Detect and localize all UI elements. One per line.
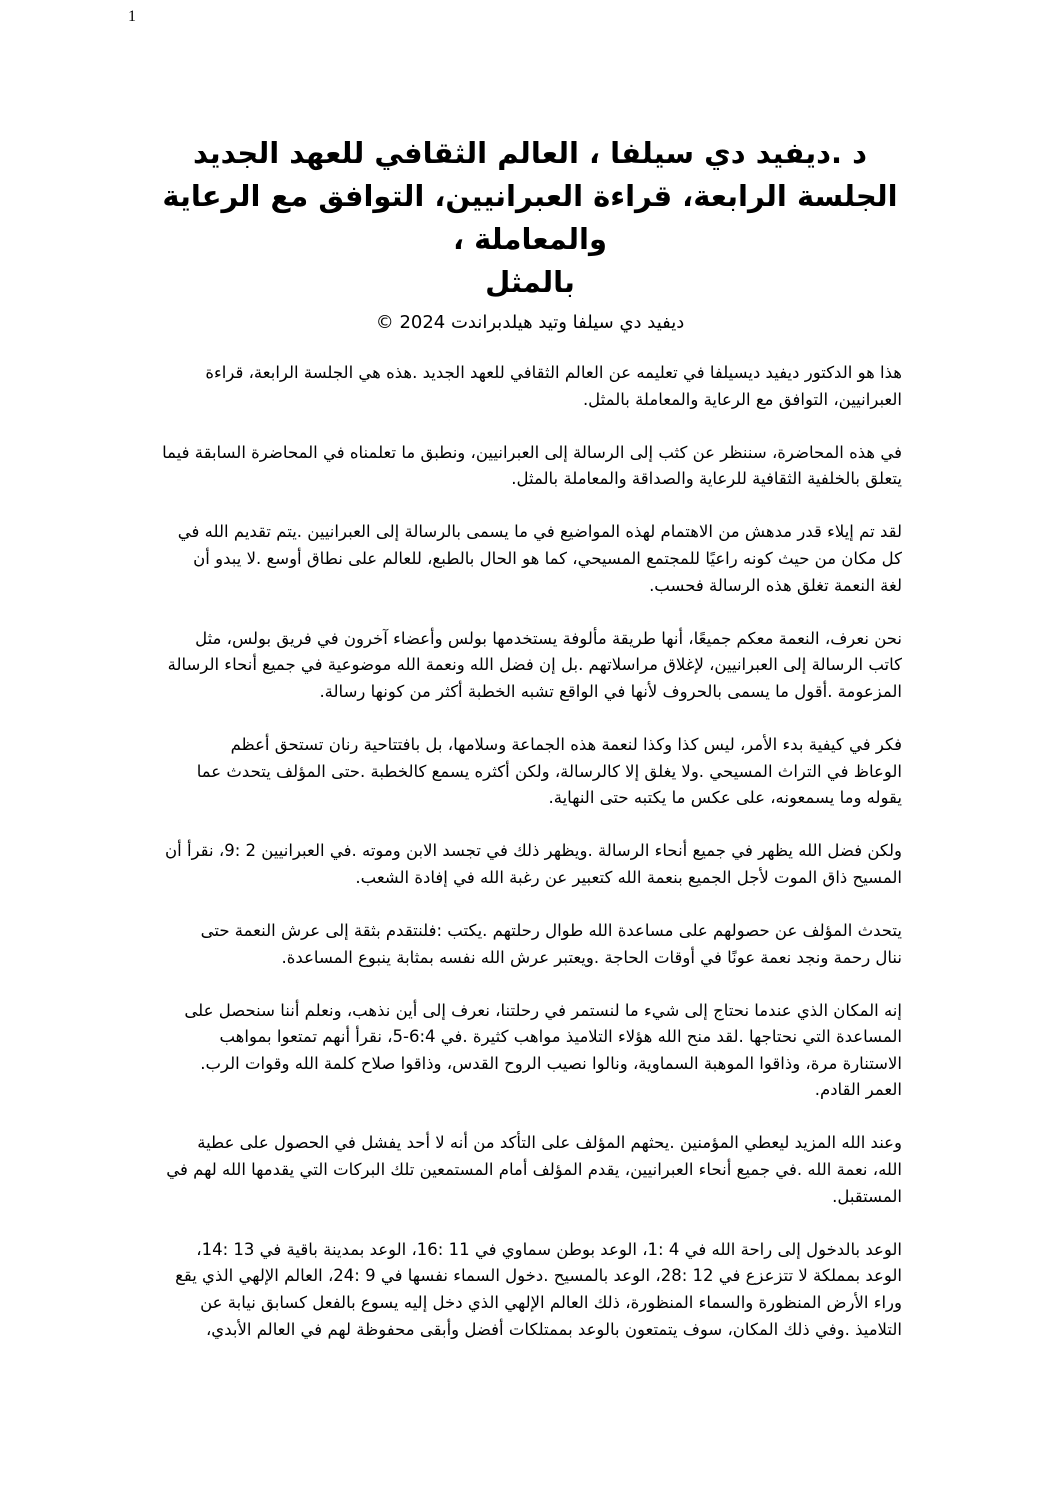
paragraph-line: الاستنارة مرة، وذاقوا الموهبة السماوية، ونالوا نصيب الروح القدس، وذاقوا صلاح كلمة الله وقوات الرب. (200, 1053, 902, 1073)
paragraph-line: لغة النعمة تغلق هذه الرسالة فحسب. (649, 575, 902, 595)
paragraph-line: إنه المكان الذي عندما نحتاج إلى شيء ما لنستمر في رحلتنا، نعرف إلى أين نذهب، ونعلم أننا سنحصل على (184, 1000, 902, 1020)
paragraph (150, 626, 902, 706)
paragraph (150, 838, 902, 891)
paragraph-line: المساعدة التي نحتاجها .لقد منح الله هؤلاء التلاميذ مواهب كثيرة .في 6:4-5، نقرأ أنهم تمتعوا بمواهب (219, 1027, 902, 1047)
paragraph-line: يقوله وما يسمعونه، على عكس ما يكتبه حتى النهاية. (548, 788, 902, 808)
paragraph (150, 918, 902, 971)
paragraph-line: الوعاظ في التراث المسيحي .ولا يغلق إلا كالرسالة، ولكن أكثره يسمع كالخطبة .حتى المؤلف يتحدث عما (196, 761, 902, 781)
title-line: الجلسة الرابعة، قراءة العبرانيين، التوافق مع الرعاية والمعاملة ، (162, 179, 898, 256)
paragraph-line: المسيح ذاق الموت لأجل الجميع بنعمة الله كتعبير عن رغبة الله في إفادة الشعب. (355, 867, 902, 887)
copyright-subtitle: ديفيد دي سيلفا وتيد هيلدبراندت 2024 © (375, 312, 685, 333)
document-title (120, 132, 940, 304)
paragraph-line: ولكن فضل الله يظهر في جميع أنحاء الرسالة .ويظهر ذلك في تجسد الابن وموته .في العبرانيين 2 :9، نقرأ أن (165, 841, 902, 861)
paragraph-line: في هذه المحاضرة، سننظر عن كثب إلى الرسالة إلى العبرانيين، ونطبق ما تعلمناه في المحاضرة السابقة فيما (162, 442, 902, 462)
paragraph (150, 1237, 902, 1343)
paragraph-line: وراء الأرض المنظورة والسماء المنظورة، ذلك العالم الإلهي الذي دخل إليه يسوع بالفعل كسابق نيابة عن (200, 1292, 902, 1312)
paragraph (150, 998, 902, 1104)
paragraph-line: كاتب الرسالة إلى العبرانيين، لإغلاق مراسلاتهم .بل إن فضل الله ونعمة الله موضوعية في جميع أنحاء الرسالة (167, 655, 902, 675)
paragraph (150, 732, 902, 812)
page-content (120, 0, 940, 1343)
paragraph-line: يتحدث المؤلف عن حصولهم على مساعدة الله طوال رحلتهم .يكتب :فلنتقدم بثقة إلى عرش النعمة حتى (200, 920, 902, 940)
paragraph-line: وعند الله المزيد ليعطي المؤمنين .يحثهم المؤلف على التأكد من أنه لا أحد يفشل في الحصول على عطية (197, 1133, 902, 1153)
paragraph-line: الوعد بالدخول إلى راحة الله في 4 :1، الوعد بوطن سماوي في 11 :16، الوعد بمدينة باقية في 13 :14، (196, 1239, 902, 1259)
paragraph (150, 519, 902, 599)
paragraph-line: التلاميذ .وفي ذلك المكان، سوف يتمتعون بالوعد بممتلكات أفضل وأبقى محفوظة لهم في العالم الأبدي، (205, 1319, 902, 1339)
paragraph-line: العبرانيين، التوافق مع الرعاية والمعاملة بالمثل. (582, 389, 902, 409)
title-line: بالمثل (485, 265, 575, 299)
paragraph-line: العمر القادم. (814, 1080, 902, 1100)
document-body (150, 360, 902, 1343)
paragraph-line: يتعلق بالخلفية الثقافية للرعاية والصداقة والمعاملة بالمثل. (511, 469, 902, 489)
paragraph (150, 360, 902, 413)
paragraph (150, 1130, 902, 1210)
paragraph-line: المزعومة .أقول ما يسمى بالحروف لأنها في الواقع تشبه الخطبة أكثر من كونها رسالة. (319, 681, 902, 701)
paragraph-line: كل مكان من حيث كونه راعيًا للمجتمع المسيحي، كما هو الحال بالطبع، للعالم على نطاق أوسع .لا يبدو أن (193, 548, 902, 568)
paragraph-line: لقد تم إيلاء قدر مدهش من الاهتمام لهذه المواضيع في ما يسمى بالرسالة إلى العبرانيين .يتم تقديم الله في (177, 522, 902, 542)
page-number: 1 (128, 8, 136, 25)
paragraph-line: الله، نعمة الله .في جميع أنحاء العبرانيين، يقدم المؤلف أمام المستمعين تلك البركات التي يقدمها الله لهم في (166, 1160, 902, 1180)
paragraph-line: نحن نعرف، النعمة معكم جميعًا، أنها طريقة مألوفة يستخدمها بولس وأعضاء آخرون في فريق بولس، مثل (195, 628, 902, 648)
paragraph-line: المستقبل. (832, 1186, 902, 1206)
paragraph (150, 440, 902, 493)
paragraph-line: هذا هو الدكتور ديفيد ديسيلفا في تعليمه عن العالم الثقافي للعهد الجديد .هذه هي الجلسة الرابعة، قراءة (205, 363, 902, 382)
paragraph-line: الوعد بمملكة لا تتزعزع في 12 :28، الوعد بالمسيح .دخول السماء نفسها في 9 :24، العالم الإلهي الذي يقع (175, 1266, 902, 1286)
paragraph-line: ننال رحمة ونجد نعمة عونًا في أوقات الحاجة .ويعتبر عرش الله نفسه بمثابة ينبوع المساعدة. (281, 947, 902, 967)
title-line: د .ديفيد دي سيلفا ، العالم الثقافي للعهد الجديد (193, 136, 867, 170)
paragraph-line: فكر في كيفية بدء الأمر، ليس كذا وكذا لنعمة هذه الجماعة وسلامها، بل بافتتاحية رنان تستحق أعظم (230, 734, 902, 754)
